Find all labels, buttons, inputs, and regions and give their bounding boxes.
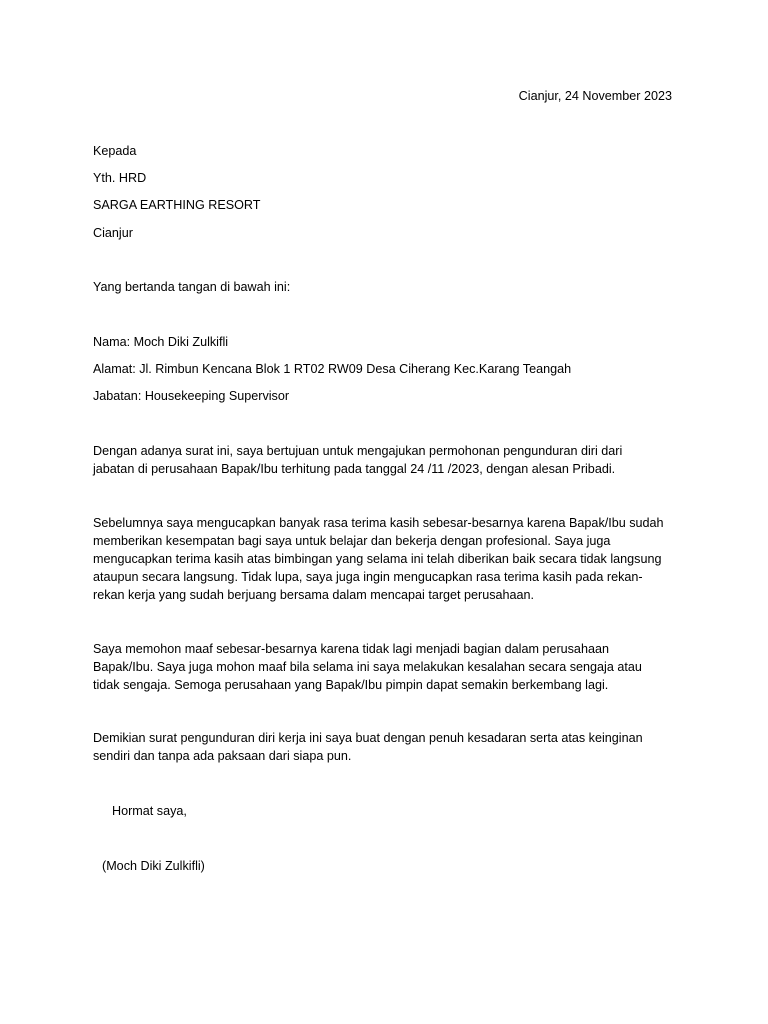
closing-salutation: Hormat saya, bbox=[112, 804, 187, 818]
paragraph-line: Saya memohon maaf sebesar-besarnya karena tidak lagi menjadi bagian dalam perusahaan bbox=[93, 642, 609, 656]
intro-line: Yang bertanda tangan di bawah ini: bbox=[93, 280, 291, 294]
paragraph-line: Sebelumnya saya mengucapkan banyak rasa terima kasih sebesar-besarnya karena Bapak/Ibu sudah bbox=[93, 516, 664, 530]
paragraph-resignation bbox=[93, 442, 683, 478]
place-date: Cianjur, 24 November 2023 bbox=[518, 89, 672, 103]
paragraph-line: rekan kerja yang sudah berjuang bersama dalam mencapai target perusahaan. bbox=[93, 588, 535, 602]
recipient-kepada: Kepada bbox=[93, 144, 137, 158]
paragraph-line: memberikan kesempatan bagi saya untuk belajar dan bekerja dengan profesional. Saya juga bbox=[93, 534, 611, 548]
identity-jabatan: Jabatan: Housekeeping Supervisor bbox=[93, 389, 290, 403]
identity-alamat: Alamat: Jl. Rimbun Kencana Blok 1 RT02 RW09 Desa Ciherang Kec.Karang Teangah bbox=[93, 362, 572, 376]
paragraph-line: Demikian surat pengunduran diri kerja ini saya buat dengan penuh kesadaran serta atas keinginan bbox=[93, 731, 643, 745]
paragraph-apology bbox=[93, 640, 683, 694]
paragraph-closing-statement bbox=[93, 729, 683, 765]
paragraph-line: sendiri dan tanpa ada paksaan dari siapa pun. bbox=[93, 749, 352, 763]
recipient-company: SARGA EARTHING RESORT bbox=[93, 198, 261, 212]
paragraph-line: tidak sengaja. Semoga perusahaan yang Bapak/Ibu pimpin dapat semakin berkembang lagi. bbox=[93, 678, 609, 692]
recipient-city: Cianjur bbox=[93, 226, 133, 240]
paragraph-line: mengucapkan terima kasih atas bimbingan yang selama ini telah diberikan baik secara tidak langsung bbox=[93, 552, 662, 566]
paragraph-thanks bbox=[93, 514, 683, 604]
signature-name: (Moch Diki Zulkifli) bbox=[102, 859, 205, 873]
recipient-yth: Yth. HRD bbox=[93, 171, 147, 185]
paragraph-line: Bapak/Ibu. Saya juga mohon maaf bila selama ini saya melakukan kesalahan secara sengaja atau bbox=[93, 660, 642, 674]
identity-nama: Nama: Moch Diki Zulkifli bbox=[93, 335, 229, 349]
paragraph-line: Dengan adanya surat ini, saya bertujuan untuk mengajukan permohonan pengunduran diri dari bbox=[93, 444, 623, 458]
paragraph-line: jabatan di perusahaan Bapak/Ibu terhitung pada tanggal 24 /11 /2023, dengan alesan Pribadi. bbox=[93, 462, 616, 476]
paragraph-line: ataupun secara langsung. Tidak lupa, saya juga ingin mengucapkan rasa terima kasih pada rekan- bbox=[93, 570, 643, 584]
